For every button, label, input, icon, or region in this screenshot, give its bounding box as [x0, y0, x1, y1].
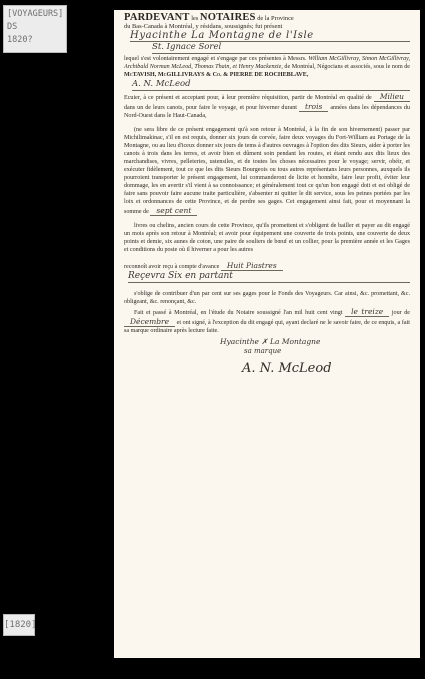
handwritten-engage-name: Hyacinthe La Montagne de l'Isle — [130, 32, 410, 42]
partners-names: William McGillivray, Simon McGillivray, Archibald Norman McLeod, Thomas Thain, et Henry Mackenzie, — [124, 56, 411, 70]
header-rest: de la Province — [257, 15, 294, 22]
handwritten-agent: A. N. McLeod — [132, 81, 410, 91]
paragraph-departure — [124, 93, 410, 121]
para2d-text: dans les dépendances du Nord-Ouest dans le Haut-Canada, — [124, 104, 410, 119]
header-notaires: NOTAIRES — [199, 12, 256, 23]
para6-text: s'oblige de contribuer d'un par cent sur ses gages pour le Fonds des Voyageurs. Car ainsi, &c. promettant, &c. obligeant, &c. renonçant, &c. — [124, 290, 410, 305]
para2b-text: dans un de leurs canots, pour faire le voyage, et pour hiverner durant — [124, 104, 297, 111]
header-les: les — [191, 15, 199, 22]
para5-text: reconnoît avoir reçu à compte d'avance — [124, 264, 220, 271]
paragraph-wages — [124, 223, 410, 255]
para4-text: livres ou chelins, ancien cours de cette Province, qu'ils promettent et s'obligent de bailler et payer au dit engagé un mois après son retour à Montréal; et avoir pour équipement une couverte de trois points, une couverte de deux points et demie, six aunes de coton, une paire de souliers de bœuf et un collier, pour la première année et les Gages et conditions du poste où il hiverner a pour les autres — [124, 223, 410, 254]
handwritten-qualite: Milieu — [374, 92, 410, 102]
archive-label-bottom: [1820] — [3, 614, 35, 636]
archive-label-top — [3, 5, 67, 53]
document-page — [114, 10, 420, 658]
handwritten-advance: Huit Piastres — [221, 261, 283, 271]
archive-label-line2: 1820? — [7, 35, 33, 45]
handwritten-sum: sept cent — [150, 206, 197, 216]
handwritten-place: St. Ignace Sorel — [152, 44, 410, 54]
para7a-text: Fait et passé à Montréal, en l'étude du Notaire soussigné l'an mil huit cent vingt — [134, 309, 343, 316]
archive-label-line1: [VOYAGEURS] DS — [7, 9, 64, 32]
para1-text: lequel s'est volontairement engagé et s'engage par ces présentes à Messrs. — [124, 56, 307, 62]
handwritten-month: Décembre — [124, 317, 175, 327]
para7b-text: jour de — [391, 309, 410, 316]
paragraph-signature-clause — [124, 308, 410, 336]
partners-rest: de Montréal, Négocians et associés, sous le nom de — [284, 63, 411, 70]
document-header — [124, 14, 410, 31]
header-line2: du Bas-Canada à Montréal, y résidans, soussignés; fut présent — [124, 23, 283, 30]
handwritten-day: le treize — [345, 307, 389, 317]
paragraph-engagement — [124, 56, 410, 80]
firm-name: McTAVISH, McGILLIVRAYS & Co. & PIERRE DE ROCHEBLAVE, — [124, 71, 309, 78]
para2-text: Ecuier, à ce présent et acceptant pour, à leur première réquisition, partir de Montréal en qualité de — [124, 94, 372, 101]
paragraph-contribution — [124, 291, 410, 307]
signature-area — [124, 338, 410, 390]
handwritten-advance2: Reçevra Six en partant — [128, 273, 410, 283]
signature-mark-label: sa marque — [244, 347, 282, 356]
signature-mark: Hyacinthe ✗ La Montagne — [220, 337, 321, 347]
signature-notary: A. N. McLeod — [242, 361, 332, 377]
paragraph-duties — [124, 127, 410, 216]
document-text — [124, 14, 410, 390]
para3-text: (ne sera libre de ce présent engagement qu'à son retour à Montréal, à la fin de son hivernement) passer par Michilimakinac, s'il en est requis, donner six jours de corvée, faire deux voyages du Fort-William au Portage de la Montagne, ou au lieu d'iceux donner six jours de tems à d'autres ouvrages à l'option des dits Sieurs, aider à porter les canots à trois dans les terres, et avoir bien et dûment soin pendant les routes, et étant rendu aux dits lieux des marchandises, vivres, pelleteries, ustensiles, et de toutes les choses nécessaires pour le voyage; servir, obéir, et exécuter fidèlement, tout ce que les dits Sieurs Bourgeois ou tous autres représentans leurs personnes, auxquels ils pourroient transporter le présent engagement, lui commanderont de licite et honnête, faire leur profit, éviter leur dommage, les en avertir s'il vient à sa connoissance; et généralement tout ce qu'un bon engagé doit et est obligé de faire sans pouvoir faire aucune traite particulière, s'absenter ni quitter le dit service, sous les peines portées par les loix et ordonnances de cette Province, et de perdre ses gages. Cet engagement ainsi fait, pour et moyennant la somme de — [124, 127, 410, 215]
handwritten-years-suffix: s — [344, 104, 347, 111]
para2c-text: année — [330, 104, 345, 111]
header-pardevant: PARDEVANT — [124, 12, 190, 23]
handwritten-years: trois — [299, 102, 328, 112]
para7c-text: et ont signé, à l'exception du dit engagé qui, ayant declaré ne le savoir faire, de ce enquis, a fait sa marque ordinaire après lecture faite. — [124, 319, 410, 334]
